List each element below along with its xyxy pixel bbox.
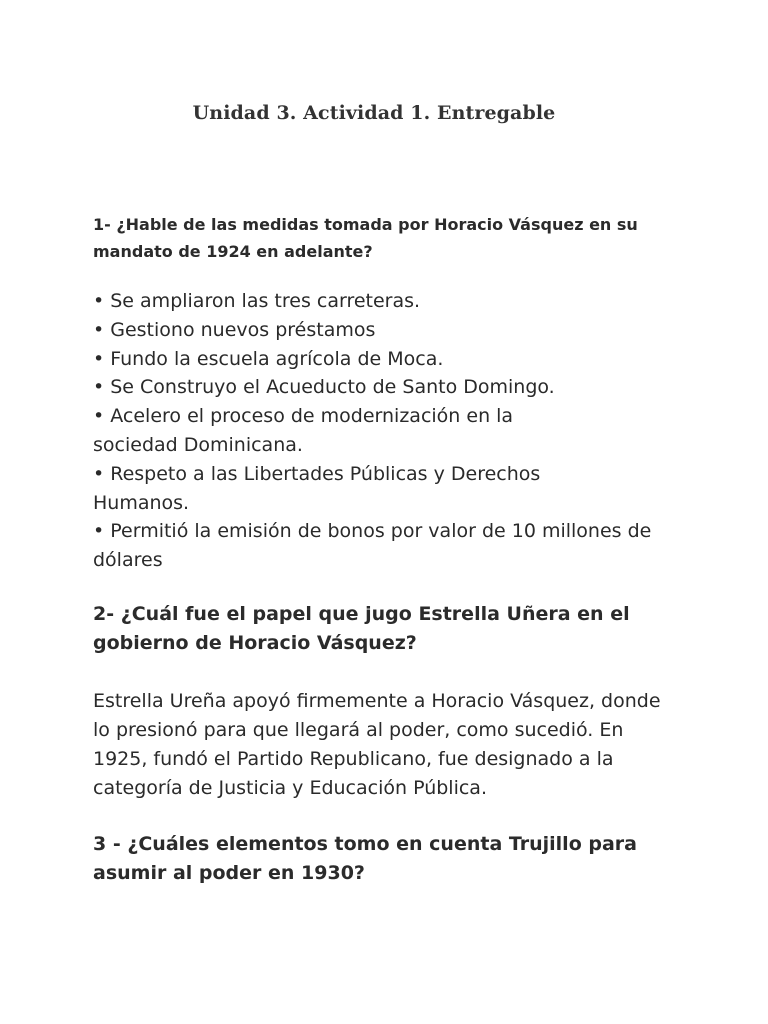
answer-1-line: • Fundo la escuela agrícola de Moca. [93, 347, 444, 370]
answer-1-line: • Se Construyo el Acueducto de Santo Domingo. [93, 376, 555, 399]
question-3 [93, 830, 693, 888]
answer-1-line: sociedad Dominicana. [93, 433, 303, 456]
document-title: Unidad 3. Actividad 1. Entregable [192, 102, 556, 124]
question-2-line-2: gobierno de Horacio Vásquez? [93, 632, 417, 654]
question-3-line-2: asumir al poder en 1930? [93, 862, 365, 884]
question-1 [93, 211, 693, 265]
question-1-line-2: mandato de 1924 en adelante? [93, 242, 373, 261]
answer-2-line: lo presionó para que llegará al poder, como sucedió. En [93, 719, 624, 741]
answer-1-line: • Gestiono nuevos préstamos [93, 318, 376, 341]
answer-1-line: • Se ampliaron las tres carreteras. [93, 290, 421, 312]
answer-2 [93, 687, 683, 803]
question-3-line-1: 3 - ¿Cuáles elementos tomo en cuenta Trujillo para [93, 833, 637, 855]
answer-1-line: • Respeto a las Libertades Públicas y Derechos [93, 462, 541, 485]
answer-2-line: 1925, fundó el Partido Republicano, fue designado a la [93, 748, 614, 770]
answer-1-line: • Permitió la emisión de bonos por valor de 10 millones de [93, 520, 652, 543]
question-1-line-1: 1- ¿Hable de las medidas tomada por Horacio Vásquez en su [93, 215, 638, 234]
answer-1-line: • Acelero el proceso de modernización en la [93, 405, 514, 428]
answer-1-list [93, 287, 693, 575]
answer-2-line: Estrella Ureña apoyó firmemente a Horacio Vásquez, donde [93, 690, 661, 712]
answer-1-line: dólares [93, 549, 163, 572]
answer-1-line: Humanos. [93, 491, 190, 514]
answer-2-line: categoría de Justicia y Educación Pública. [93, 777, 487, 799]
question-2 [93, 600, 693, 658]
question-2-line-1: 2- ¿Cuál fue el papel que jugo Estrella Uñera en el [93, 603, 630, 625]
